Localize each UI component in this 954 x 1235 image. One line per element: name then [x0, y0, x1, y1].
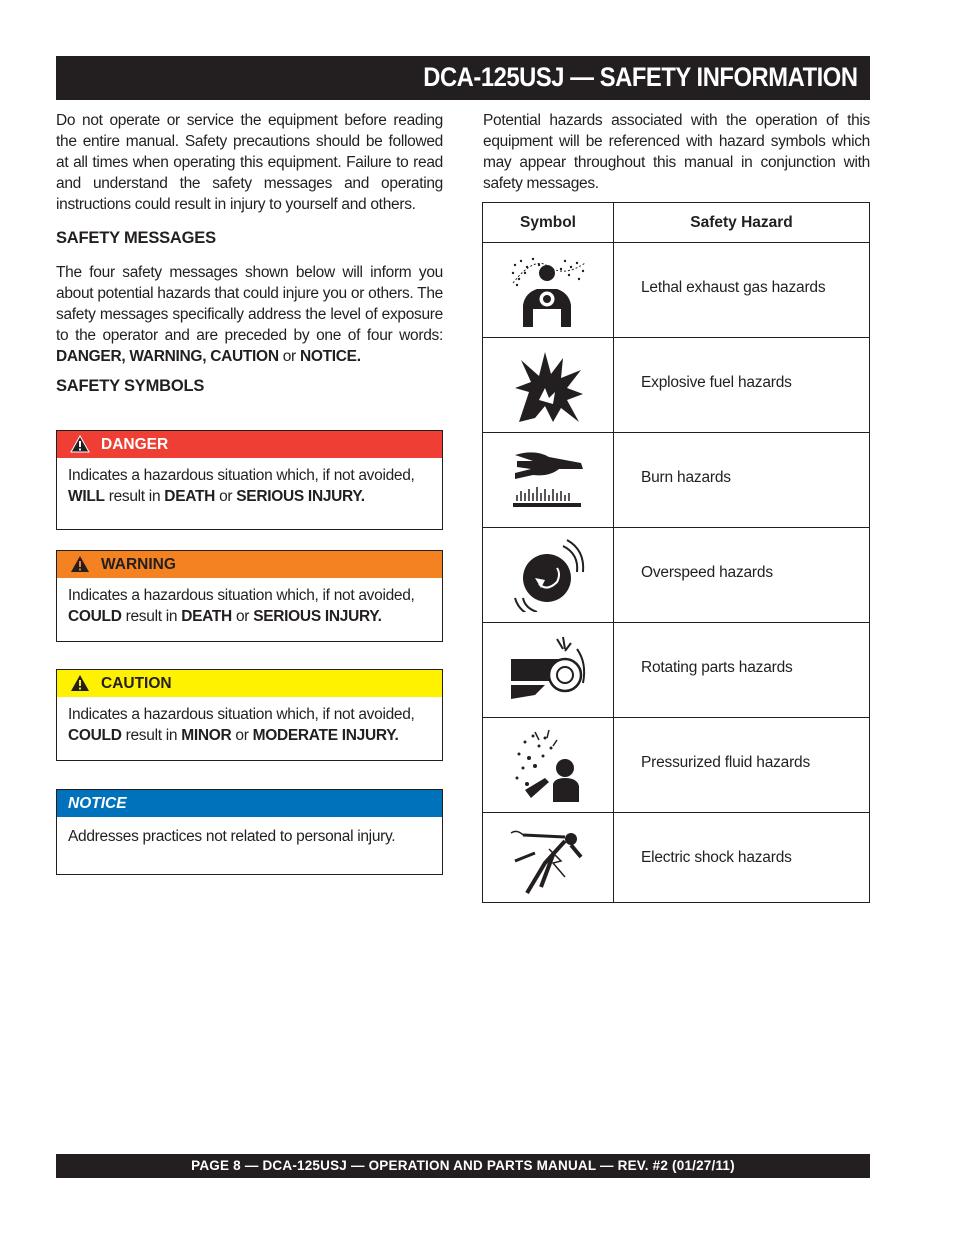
table-header: [483, 203, 869, 243]
hazard-text: Rotating parts hazards: [641, 659, 793, 676]
col-header-hazard: Safety Hazard: [690, 214, 793, 231]
hazard-text: Lethal exhaust gas hazards: [641, 279, 826, 296]
warning-text-3: or: [235, 608, 250, 625]
footer-text: PAGE 8 — DCA-125USJ — OPERATION AND PARTS MANUAL — REV. #2 (01/27/11): [191, 1158, 735, 1173]
title-bar: [56, 56, 870, 100]
notice-label: NOTICE: [68, 795, 127, 812]
hazard-text: Pressurized fluid hazards: [641, 754, 811, 771]
safety-words-bold: DANGER, WARNING, CAUTION: [56, 348, 279, 365]
caution-text-3: or: [235, 727, 249, 744]
table-row: [483, 338, 869, 433]
intro-right-text: Potential hazards associated with the operation of this equipment will be referenced with hazard symbols which may appear throughout this manual in conjunction with safety messages.: [483, 112, 870, 192]
warning-text-2: result in: [125, 608, 178, 625]
safety-messages-text: [56, 262, 443, 367]
table-row: [483, 243, 869, 338]
warning-header: [57, 551, 442, 578]
caution-header: [57, 670, 442, 697]
notice-header: [57, 790, 442, 817]
hazard-table: [482, 202, 870, 903]
caution-text-2: result in: [125, 727, 178, 744]
danger-text-3: or: [219, 488, 233, 505]
safety-words-last: NOTICE.: [299, 348, 361, 365]
col-header-symbol: Symbol: [520, 214, 576, 231]
safety-words-or: or: [282, 348, 296, 365]
exhaust-gas-icon: [505, 253, 591, 327]
warning-triangle-icon: [70, 435, 90, 453]
notice-text: Addresses practices not related to personal injury.: [68, 828, 396, 845]
burn-hand-icon: [505, 443, 591, 517]
overspeed-icon: [505, 538, 591, 612]
warning-bold-1: COULD: [68, 608, 122, 625]
warning-text: [57, 578, 442, 641]
danger-text-1: Indicates a hazardous situation which, if not avoided,: [68, 467, 415, 484]
page-title: DCA-125USJ — SAFETY INFORMATION: [423, 62, 858, 92]
hazard-text: Explosive fuel hazards: [641, 374, 792, 391]
danger-text-2: result in: [108, 488, 161, 505]
caution-bold-2: MINOR: [181, 727, 232, 744]
danger-bold-3: SERIOUS INJURY.: [236, 488, 365, 505]
hazard-text: Overspeed hazards: [641, 564, 773, 581]
warning-box: [56, 550, 443, 642]
rotating-parts-icon: [505, 633, 591, 707]
danger-label: DANGER: [101, 436, 169, 453]
warning-bold-2: DEATH: [181, 608, 232, 625]
warning-label: WARNING: [101, 556, 176, 573]
hazard-text: Electric shock hazards: [641, 849, 792, 866]
footer-bar: [56, 1154, 870, 1178]
caution-text: [57, 697, 442, 760]
danger-bold-1: WILL: [68, 488, 105, 505]
hazard-text: Burn hazards: [641, 469, 731, 486]
table-row: [483, 813, 869, 907]
left-column: [56, 110, 443, 396]
table-row: [483, 718, 869, 813]
table-row: [483, 433, 869, 528]
danger-text: [57, 458, 442, 529]
caution-bold-3: MODERATE INJURY.: [252, 727, 399, 744]
safety-symbols-heading: SAFETY SYMBOLS: [56, 377, 205, 395]
right-column: [483, 110, 870, 194]
table-row: [483, 528, 869, 623]
table-row: [483, 623, 869, 718]
warning-triangle-icon: [70, 555, 90, 573]
electric-shock-icon: [505, 823, 591, 897]
warning-bold-3: SERIOUS INJURY.: [253, 608, 382, 625]
safety-messages-heading: SAFETY MESSAGES: [56, 229, 216, 247]
caution-box: [56, 669, 443, 761]
danger-box: [56, 430, 443, 530]
caution-label: CAUTION: [101, 675, 172, 692]
pressurized-fluid-icon: [505, 728, 591, 802]
caution-bold-1: COULD: [68, 727, 122, 744]
intro-left-text: Do not operate or service the equipment before reading the entire manual. Safety precautions should be followed at all times when operating this equipment. Failure to read and understand the safety messages and operating instructions could result in injury to yourself and others.: [56, 112, 443, 213]
warning-triangle-icon: [70, 674, 90, 692]
safety-messages-plain: The four safety messages shown below will inform you about potential hazards that could injure you or others. The safety messages specifically address the level of exposure to the operator and are preceded by one of four words:: [56, 264, 443, 344]
warning-text-1: Indicates a hazardous situation which, if not avoided,: [68, 587, 415, 604]
caution-text-1: Indicates a hazardous situation which, if not avoided,: [68, 706, 415, 723]
danger-header: [57, 431, 442, 458]
danger-bold-2: DEATH: [164, 488, 216, 505]
explosion-icon: [505, 348, 591, 422]
notice-box: [56, 789, 443, 875]
